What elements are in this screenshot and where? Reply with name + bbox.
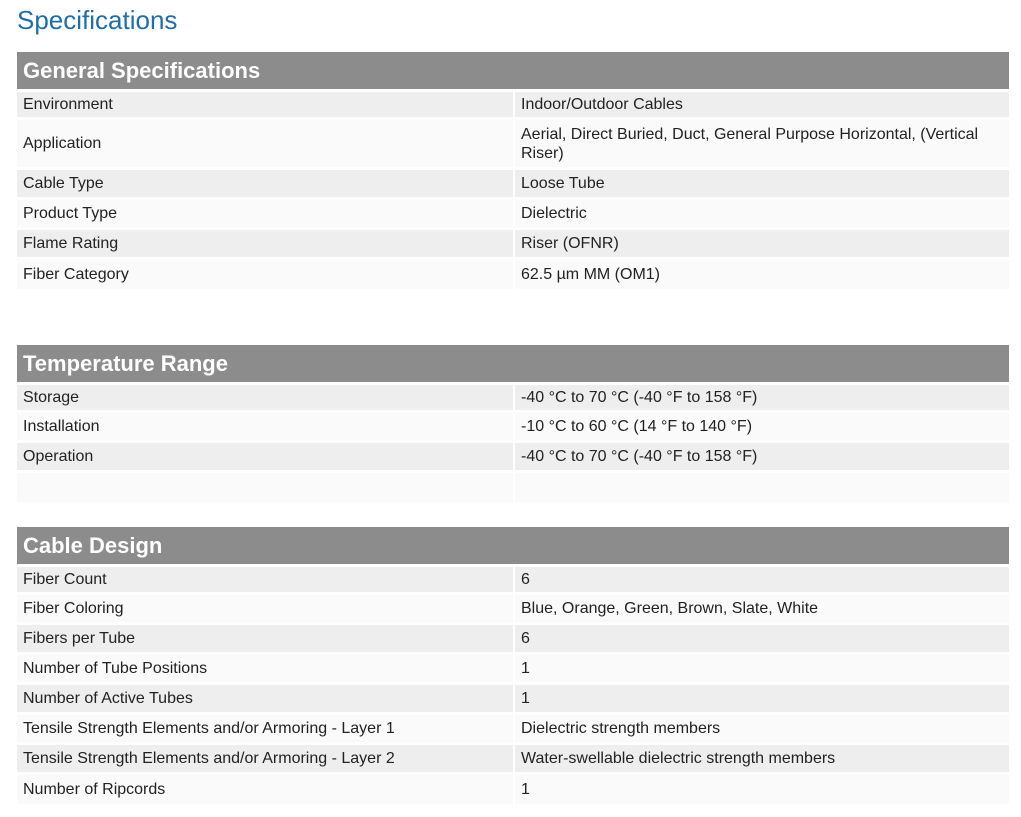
specifications-table — [17, 382, 1009, 502]
section-heading: Temperature Range — [17, 345, 1009, 382]
cable-design-section — [17, 527, 1009, 804]
table-row — [17, 169, 1009, 199]
spec-value: -40 °C to 70 °C (-40 °F to 158 °F) — [514, 442, 1009, 472]
spec-value: 1 — [514, 774, 1009, 804]
spec-value: Aerial, Direct Buried, Duct, General Purpose Horizontal, (Vertical Riser) — [514, 119, 1009, 169]
spec-key: Product Type — [17, 199, 514, 229]
temperature-range-section — [17, 345, 1009, 502]
spec-key: Installation — [17, 412, 514, 442]
spec-value: Dielectric strength members — [514, 714, 1009, 744]
spec-key: Application — [17, 119, 514, 169]
spec-value: Water-swellable dielectric strength members — [514, 744, 1009, 774]
table-row — [17, 594, 1009, 624]
spec-key: Fibers per Tube — [17, 624, 514, 654]
table-row — [17, 654, 1009, 684]
table-row — [17, 566, 1009, 594]
spec-value: Blue, Orange, Green, Brown, Slate, White — [514, 594, 1009, 624]
spec-value: Loose Tube — [514, 169, 1009, 199]
section-heading: General Specifications — [17, 52, 1009, 89]
spec-value: -40 °C to 70 °C (-40 °F to 158 °F) — [514, 384, 1009, 412]
spec-key: Number of Tube Positions — [17, 654, 514, 684]
spec-key: Number of Ripcords — [17, 774, 514, 804]
spec-value: 6 — [514, 566, 1009, 594]
table-row — [17, 624, 1009, 654]
spec-key: Tensile Strength Elements and/or Armoring - Layer 1 — [17, 714, 514, 744]
spec-key: Tensile Strength Elements and/or Armoring - Layer 2 — [17, 744, 514, 774]
section-heading: Cable Design — [17, 527, 1009, 564]
table-row — [17, 714, 1009, 744]
spec-key: Cable Type — [17, 169, 514, 199]
specifications-table — [17, 89, 1009, 289]
spec-value: Dielectric — [514, 199, 1009, 229]
table-row — [17, 442, 1009, 472]
specifications-table — [17, 564, 1009, 804]
table-row — [17, 91, 1009, 119]
spec-key: Fiber Category — [17, 259, 514, 289]
table-row — [17, 199, 1009, 229]
spec-key: Fiber Count — [17, 566, 514, 594]
table-row — [17, 259, 1009, 289]
spec-value: 1 — [514, 654, 1009, 684]
spec-key: Storage — [17, 384, 514, 412]
table-row — [17, 774, 1009, 804]
spec-value: 62.5 µm MM (OM1) — [514, 259, 1009, 289]
general-specifications-section — [17, 52, 1009, 289]
table-row — [17, 412, 1009, 442]
table-row — [17, 229, 1009, 259]
table-row — [17, 744, 1009, 774]
table-row — [17, 684, 1009, 714]
spec-key: Operation — [17, 442, 514, 472]
spec-value: 1 — [514, 684, 1009, 714]
table-row-empty — [17, 472, 1009, 502]
spec-key: Environment — [17, 91, 514, 119]
spec-value: -10 °C to 60 °C (14 °F to 140 °F) — [514, 412, 1009, 442]
table-row — [17, 119, 1009, 169]
spec-key: Fiber Coloring — [17, 594, 514, 624]
table-row — [17, 384, 1009, 412]
spec-key: Flame Rating — [17, 229, 514, 259]
spec-value: 6 — [514, 624, 1009, 654]
spec-key: Number of Active Tubes — [17, 684, 514, 714]
spec-value: Riser (OFNR) — [514, 229, 1009, 259]
page-title: Specifications — [17, 5, 178, 35]
spec-value: Indoor/Outdoor Cables — [514, 91, 1009, 119]
